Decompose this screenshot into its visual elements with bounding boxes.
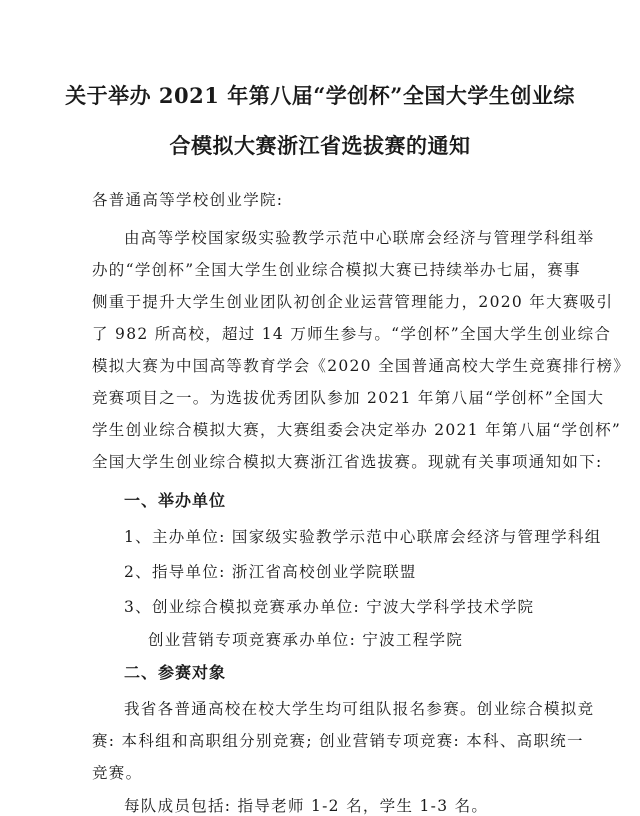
intro-line-7: 学生创业综合模拟大赛，大赛组委会决定举办 2021 年第八届“学创杯” — [92, 421, 622, 439]
section-heading-organizers: 一、举办单位 — [124, 491, 227, 510]
organizer-item-1: 1、主办单位: 国家级实验教学示范中心联席会经济与管理学科组 — [124, 528, 602, 546]
participants-line-4: 每队成员包括: 指导老师 1-2 名，学生 1-3 名。 — [124, 797, 489, 815]
participants-line-2: 赛: 本科组和高职组分别竞赛; 创业营销专项竞赛: 本科、高职统一 — [92, 732, 584, 750]
notice-title-line-1: 关于举办 2021 年第八届“学创杯”全国大学生创业综 — [65, 83, 575, 108]
intro-line-6: 竞赛项目之一。为选拔优秀团队参加 2021 年第八届“学创杯”全国大 — [92, 389, 605, 407]
intro-line-5: 模拟大赛为中国高等教育学会《2020 全国普通高校大学生竞赛排行榜》 — [92, 357, 631, 375]
participants-line-3: 竞赛。 — [92, 764, 143, 782]
intro-line-8: 全国大学生创业综合模拟大赛浙江省选拔赛。现就有关事项通知如下: — [92, 453, 603, 471]
intro-line-1: 由高等学校国家级实验教学示范中心联席会经济与管理学科组举 — [124, 229, 595, 247]
organizer-item-4: 创业营销专项竞赛承办单位: 宁波工程学院 — [148, 631, 464, 649]
section-heading-participants: 二、参赛对象 — [124, 663, 227, 682]
participants-line-1: 我省各普通高校在校大学生均可组队报名参赛。创业综合模拟竞 — [124, 700, 595, 718]
organizer-item-2: 2、指导单位: 浙江省高校创业学院联盟 — [124, 563, 417, 581]
intro-line-3: 侧重于提升大学生创业团队初创企业运营管理能力，2020 年大赛吸引 — [92, 293, 614, 311]
notice-title-line-2: 合模拟大赛浙江省选拔赛的通知 — [169, 133, 471, 158]
intro-line-2: 办的“学创杯”全国大学生创业综合模拟大赛已持续举办七届，赛事 — [92, 261, 581, 279]
salutation: 各普通高等学校创业学院: — [92, 191, 284, 209]
organizer-item-3: 3、创业综合模拟竞赛承办单位: 宁波大学科学技术学院 — [124, 598, 535, 616]
intro-line-4: 了 982 所高校，超过 14 万师生参与。“学创杯”全国大学生创业综合 — [92, 325, 612, 343]
